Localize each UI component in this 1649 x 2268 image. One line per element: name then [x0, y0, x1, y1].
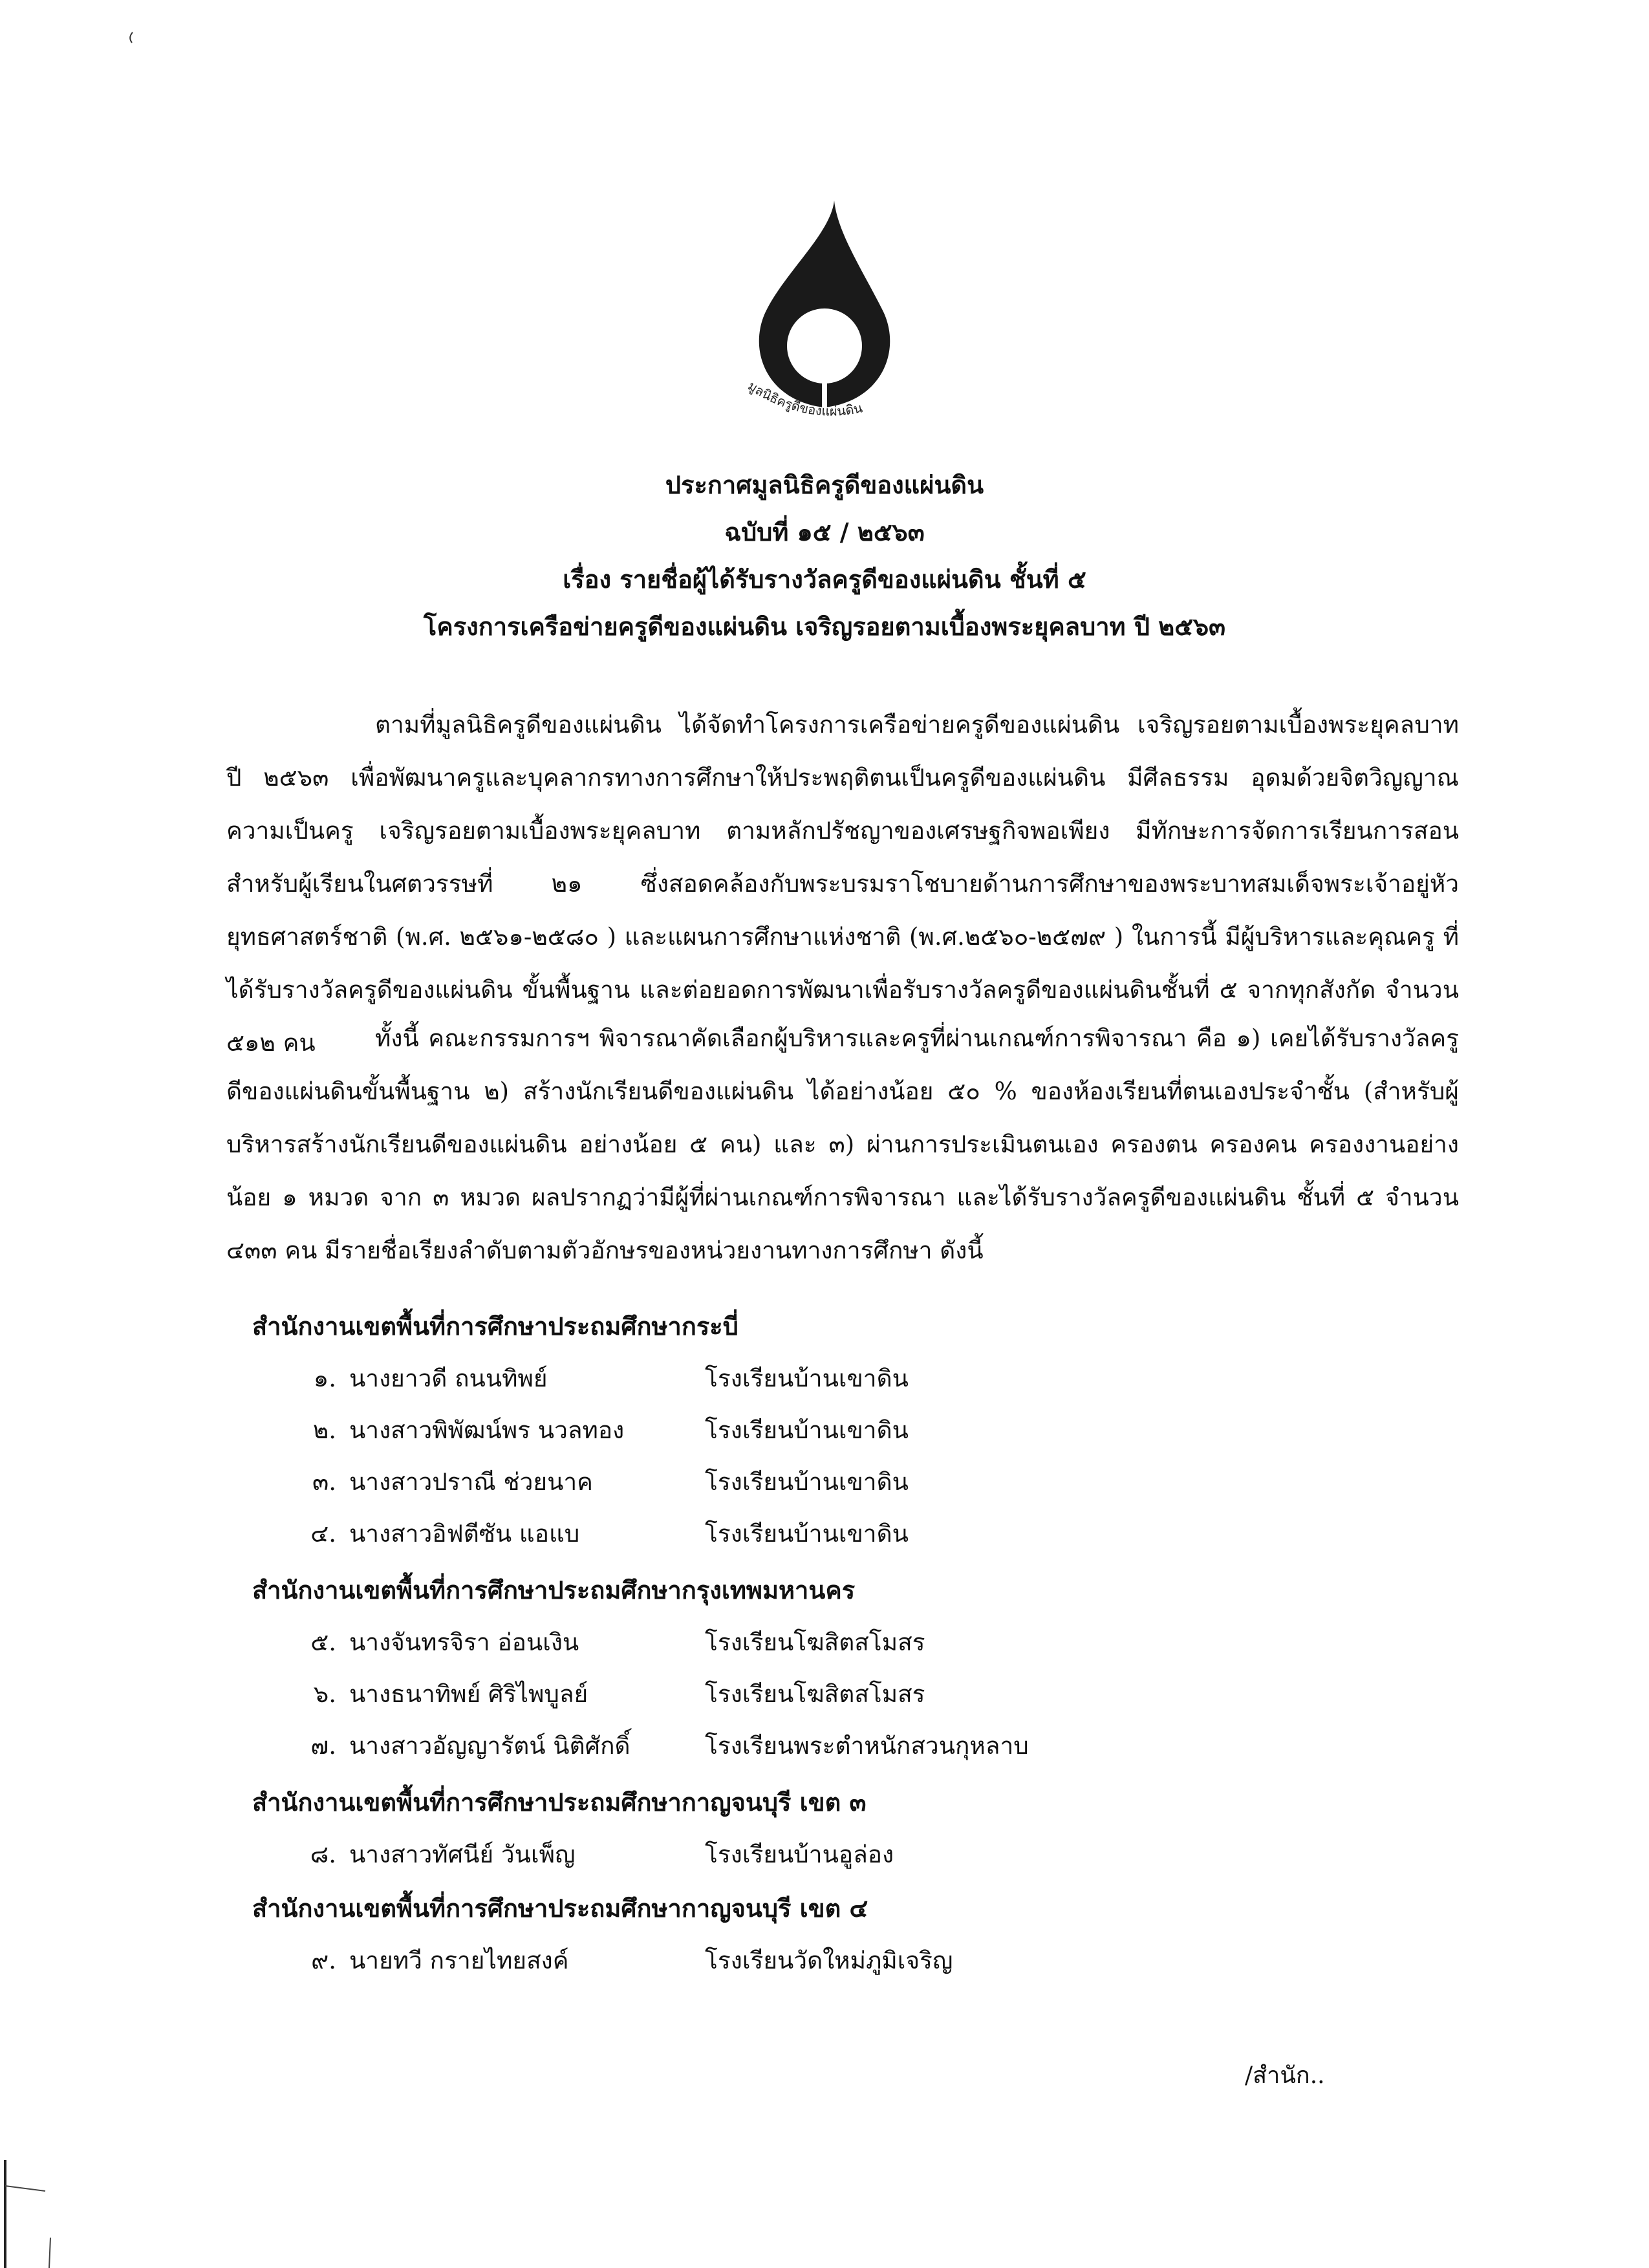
item-number: ๒. [312, 1416, 336, 1444]
teacher-name: นางธนาทิพย์ ศิริไพบูลย์ [349, 1680, 588, 1708]
section-title-bangkok: สำนักงานเขตพื้นที่การศึกษาประถมศึกษากรุงเทพมหานคร [252, 1575, 856, 1604]
item-number: ๓. [312, 1468, 336, 1496]
teacher-name: นางสาวพิพัฒน์พร นวลทอง [349, 1416, 625, 1444]
school-name: โรงเรียนบ้านอูล่อง [705, 1841, 894, 1868]
school-name: โรงเรียนบ้านเขาดิน [705, 1416, 909, 1444]
paragraph-criteria: ทั้งนี้ คณะกรรมการฯ พิจารณาคัดเลือกผู้บริหารและครูที่ผ่านเกณฑ์การพิจารณา คือ ๑) เคยได้รับรางวัลครูดีของแผ่นดินขั้นพื้นฐาน ๒) สร้างนักเรียนดีของแผ่นดิน ได้อย่างน้อย ๕๐ % ของห้องเรียนที่ตนเองประจำชั้น (สำหรับผู้บริหารสร้างนักเรียนดีของแผ่นดิน อย่างน้อย ๕ คน) และ ๓) ผ่านการประเมินตนเอง ครองตน ครองคน ครองงานอย่างน้อย ๑ หมวด จาก ๓ หมวด ผลปรากฏว่ามีผู้ที่ผ่านเกณฑ์การพิจารณา และได้รับรางวัลครูดีของแผ่นดิน ชั้นที่ ๕ จำนวน ๔๓๓ คน มีรายชื่อเรียงลำดับตามตัวอักษรของหน่วยงานทางการศึกษา ดังนี้ [226, 1024, 1459, 1264]
foundation-logo [702, 194, 947, 427]
logo-inner-circle [787, 308, 862, 383]
school-name: โรงเรียนวัดใหม่ภูมิเจริญ [705, 1947, 953, 1974]
announcement-subject: เรื่อง รายชื่อผู้ได้รับรางวัลครูดีของแผ่นดิน ชั้นที่ ๕ [563, 565, 1086, 594]
item-number: ๗. [310, 1732, 336, 1760]
school-name: โรงเรียนบ้านเขาดิน [705, 1468, 909, 1496]
teacher-name: นางสาวทัศนีย์ วันเพ็ญ [349, 1841, 576, 1868]
teacher-name: นางสาวปราณี ช่วยนาค [349, 1468, 593, 1496]
item-number: ๖. [313, 1680, 336, 1708]
teacher-name: นางสาวอัญญารัตน์ นิติศักดิ์ [349, 1732, 630, 1760]
school-name: โรงเรียนโฆสิตสโมสร [705, 1680, 925, 1708]
paragraph-intro: ตามที่มูลนิธิครูดีของแผ่นดิน ได้จัดทำโครงการเครือข่ายครูดีของแผ่นดิน เจริญรอยตามเบื้องพระยุคลบาท ปี ๒๕๖๓ เพื่อพัฒนาครูและบุคลากรทางการศึกษาให้ประพฤติตนเป็นครูดีของแผ่นดิน มีศีลธรรม อุดมด้วยจิตวิญญาณความเป็นครู เจริญรอยตามเบื้องพระยุคลบาท ตามหลักปรัชญาของเศรษฐกิจพอเพียง มีทักษะการจัดการเรียนการสอนสำหรับผู้เรียนในศตวรรษที่ ๒๑ ซึ่งสอดคล้องกับพระบรมราโชบายด้านการศึกษาของพระบาทสมเด็จพระเจ้าอยู่หัว ยุทธศาสตร์ชาติ (พ.ศ. ๒๕๖๑-๒๕๘๐ ) และแผนการศึกษาแห่งชาติ (พ.ศ.๒๕๖๐-๒๕๗๙ ) ในการนี้ มีผู้บริหารและคุณครู ที่ได้รับรางวัลครูดีของแผ่นดิน ขั้นพื้นฐาน และต่อยอดการพัฒนาเพื่อรับรางวัลครูดีของแผ่นดินชั้นที่ ๕ จากทุกสังกัด จำนวน ๕๑๒ คน [226, 711, 1459, 1057]
announcement-header [0, 472, 1649, 661]
teacher-name: นางจันทรจิรา อ่อนเงิน [349, 1628, 579, 1656]
announcement-project: โครงการเครือข่ายครูดีของแผ่นดิน เจริญรอยตามเบื้องพระยุคลบาท ปี ๒๕๖๓ [423, 612, 1226, 641]
item-number: ๘. [310, 1841, 336, 1868]
item-number: ๕. [310, 1628, 336, 1656]
item-number: ๙. [311, 1947, 336, 1974]
teacher-name: นางยาวดี ถนนทิพย์ [349, 1365, 548, 1392]
scan-artifact [123, 26, 149, 52]
continuation-marker: /สำนัก.. [1245, 2062, 1325, 2089]
item-number: ๑. [313, 1365, 336, 1392]
logo-caption: มูลนิธิครูดีของแผ่นดิน [745, 378, 864, 419]
section-title-kanchanaburi-3: สำนักงานเขตพื้นที่การศึกษาประถมศึกษากาญจนบุรี เขต ๓ [252, 1787, 867, 1817]
teacher-name: นางสาวอิฟตีซัน แอแบ [349, 1520, 580, 1548]
section-title-krabi: สำนักงานเขตพื้นที่การศึกษาประถมศึกษากระบี่ [252, 1312, 738, 1341]
announcement-title: ประกาศมูลนิธิครูดีของแผ่นดิน [665, 470, 984, 499]
school-name: โรงเรียนบ้านเขาดิน [705, 1520, 909, 1548]
announcement-number: ฉบับที่ ๑๕ / ๒๕๖๓ [724, 517, 925, 546]
item-number: ๔. [310, 1520, 336, 1548]
school-name: โรงเรียนพระตำหนักสวนกุหลาบ [705, 1732, 1029, 1760]
school-name: โรงเรียนโฆสิตสโมสร [705, 1628, 925, 1656]
teacher-name: นายทวี กรายไทยสงค์ [349, 1947, 569, 1974]
school-name: โรงเรียนบ้านเขาดิน [705, 1365, 909, 1392]
scan-edge-artifact [0, 2160, 78, 2268]
section-title-kanchanaburi-4: สำนักงานเขตพื้นที่การศึกษาประถมศึกษากาญจนบุรี เขต ๔ [252, 1894, 868, 1923]
